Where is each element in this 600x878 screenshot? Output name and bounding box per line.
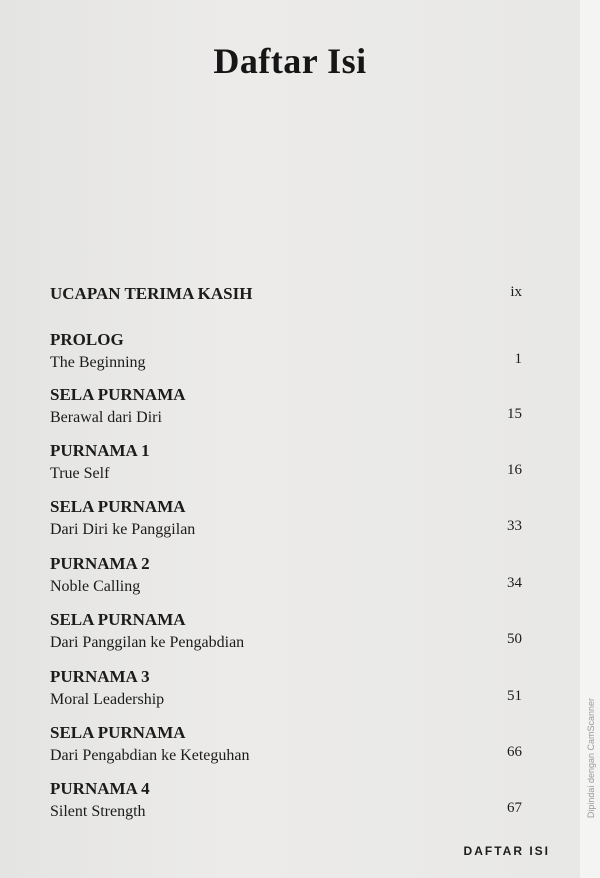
toc-entry-page: 15 xyxy=(507,406,522,422)
toc-entry-page: ix xyxy=(510,284,522,300)
toc-entry-heading: SELA PURNAMA xyxy=(50,385,186,404)
toc-entry-page: 16 xyxy=(507,462,522,478)
toc-entry-heading: PURNAMA 3 xyxy=(50,667,150,686)
toc-entry-subtitle: Berawal dari Diri xyxy=(50,409,162,426)
toc-entry-acknowledgement xyxy=(50,284,522,304)
toc-entry xyxy=(50,497,522,540)
toc-entry-subtitle: The Beginning xyxy=(50,354,146,371)
toc-entry-subtitle: Dari Pengabdian ke Keteguhan xyxy=(50,747,250,764)
page-title: Daftar Isi xyxy=(213,41,367,81)
scanner-margin xyxy=(580,0,600,878)
toc-entry-page: 33 xyxy=(507,518,522,534)
toc-entry-heading: SELA PURNAMA xyxy=(50,497,186,516)
toc-entry xyxy=(50,779,522,822)
toc-entry-heading: PROLOG xyxy=(50,330,124,349)
toc-entry-subtitle: Dari Diri ke Panggilan xyxy=(50,521,196,538)
toc-entry xyxy=(50,385,522,428)
toc-entry-heading: PURNAMA 2 xyxy=(50,554,150,573)
toc-entry-page: 51 xyxy=(507,688,522,704)
scanner-watermark: Dipindai dengan CamScanner xyxy=(586,697,596,818)
toc-entry-page: 67 xyxy=(507,800,522,816)
running-footer: DAFTAR ISI xyxy=(463,844,550,858)
toc-entry-heading: PURNAMA 1 xyxy=(50,441,150,460)
toc-entry-page: 66 xyxy=(507,744,522,760)
toc-entry-page: 50 xyxy=(507,631,522,647)
toc-entry xyxy=(50,554,522,597)
toc-entry-subtitle: Noble Calling xyxy=(50,578,141,595)
toc-entry-heading: PURNAMA 4 xyxy=(50,779,150,798)
toc-entry xyxy=(50,610,522,653)
toc-entry-subtitle: True Self xyxy=(50,465,110,482)
toc-entry-subtitle: Moral Leadership xyxy=(50,691,165,708)
toc-entry-heading: SELA PURNAMA xyxy=(50,610,186,629)
toc-entry xyxy=(50,441,522,484)
toc-entry-heading: UCAPAN TERIMA KASIH xyxy=(50,284,253,303)
toc-entry-heading: SELA PURNAMA xyxy=(50,723,186,742)
toc-entry xyxy=(50,667,522,710)
toc-entry-page: 34 xyxy=(507,575,522,591)
toc-entry-subtitle: Dari Panggilan ke Pengabdian xyxy=(50,634,245,651)
toc-entry-subtitle: Silent Strength xyxy=(50,803,146,820)
toc-entry xyxy=(50,330,522,373)
toc-entry-page: 1 xyxy=(514,351,522,367)
toc-entry xyxy=(50,723,522,766)
